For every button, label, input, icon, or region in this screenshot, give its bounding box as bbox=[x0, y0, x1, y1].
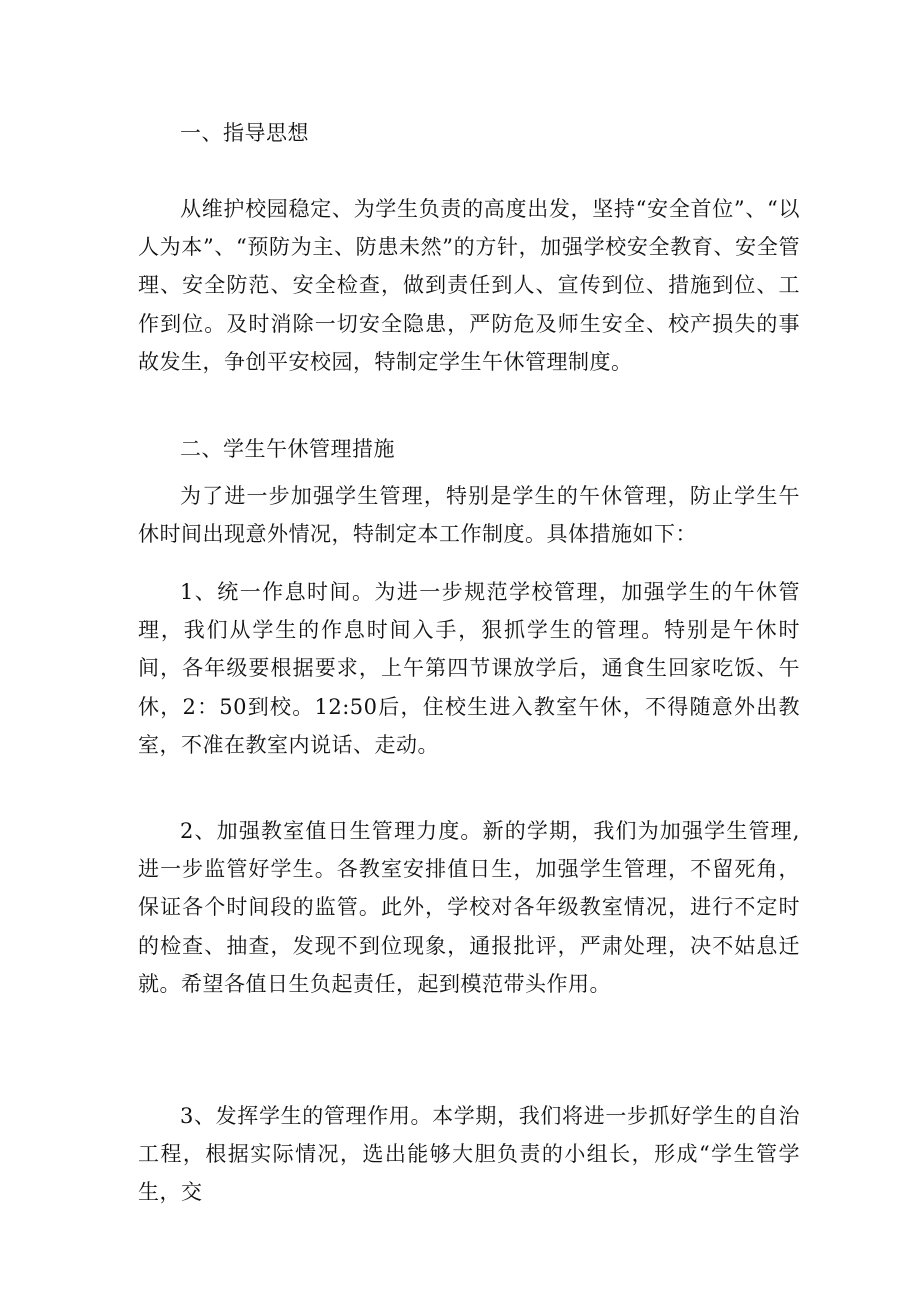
paragraph-measure-1: 1、统一作息时间。为进一步规范学校管理，加强学生的午休管理，我们从学生的作息时间入手，狠抓学生的管理。特别是午休时间，各年级要根据要求，上午第四节课放学后，通食生回家吃饭、午休，2：50到校。12:50后，住校生进入教室午休，不得随意外出教室，不准在教室内说话、走动。 bbox=[138, 580, 800, 757]
section-heading-guiding-ideology: 一、指导思想 bbox=[180, 121, 309, 145]
paragraph-guiding-ideology: 从维护校园稳定、为学生负责的高度出发，坚持“安全首位”、“以人为本”、“预防为主、防患未然”的方针，加强学校安全教育、安全管理、安全防范、安全检查，做到责任到人、宣传到位、措施到位、工作到位。及时消除一切安全隐患，严防危及师生安全、校产损失的事故发生，争创平安校园，特制定学生午休管理制度。 bbox=[138, 197, 800, 374]
paragraph-measures-intro: 为了进一步加强学生管理，特别是学生的午休管理，防止学生午休时间出现意外情况，特制定本工作制度。具体措施如下： bbox=[138, 484, 800, 547]
paragraph-measure-2: 2、加强教室值日生管理力度。新的学期，我们为加强学生管理,进一步监管好学生。各教室安排值日生，加强学生管理，不留死角，保证各个时间段的监管。此外，学校对各年级教室情况，进行不定时的检查、抽查，发现不到位现象，通报批评，严肃处理，决不姑息迁就。希望各值日生负起责任，起到模范带头作用。 bbox=[138, 819, 800, 996]
paragraph-measure-3: 3、发挥学生的管理作用。本学期，我们将进一步抓好学生的自治工程，根据实际情况，选出能够大胆负责的小组长，形成“学生管学生，交 bbox=[138, 1104, 800, 1205]
section-heading-management-measures: 二、学生午休管理措施 bbox=[180, 437, 395, 461]
